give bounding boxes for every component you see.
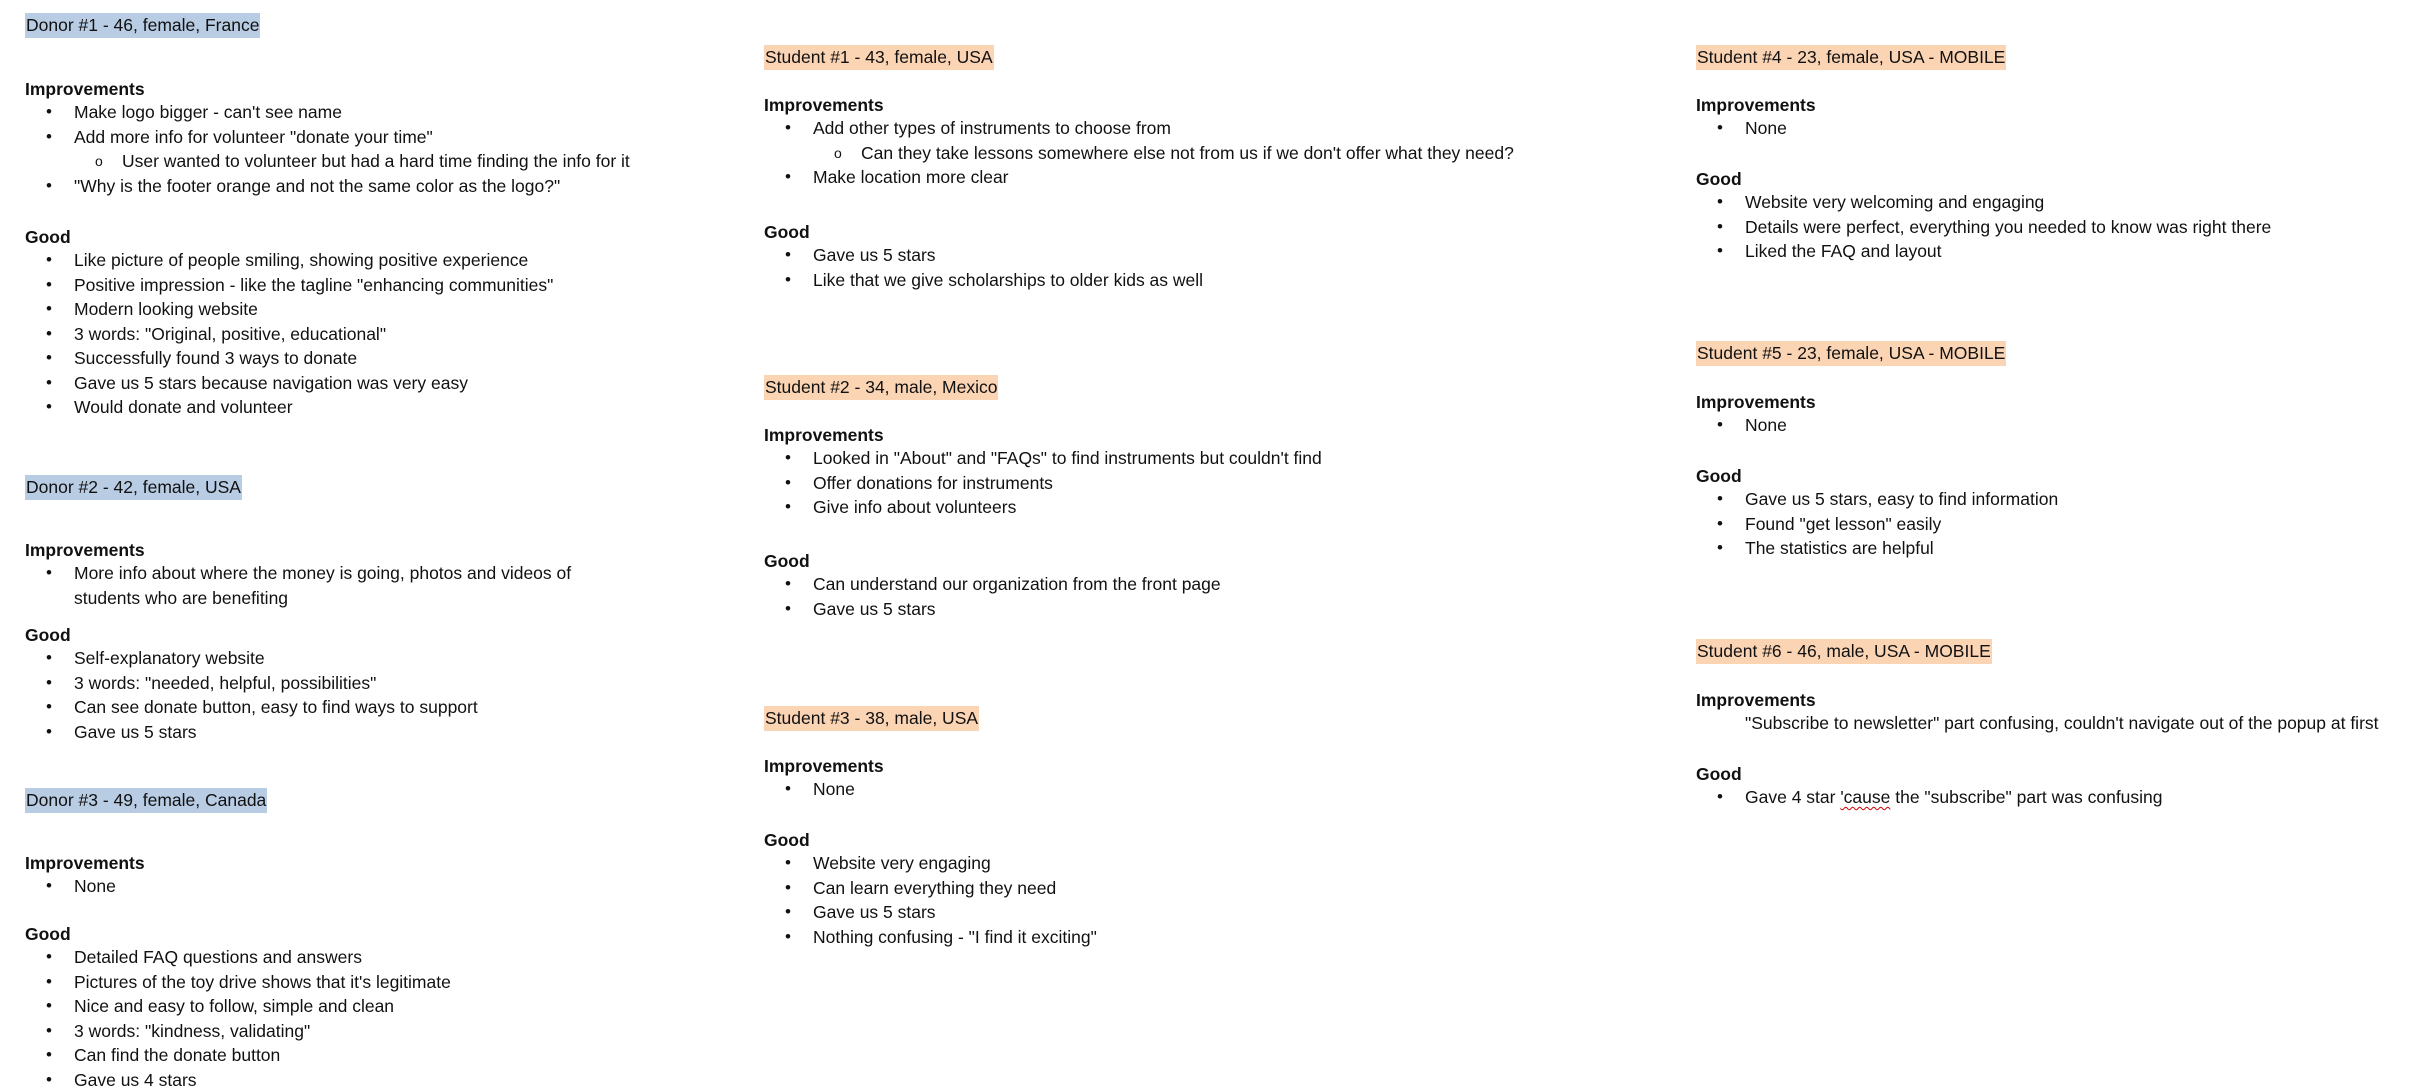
improvements-heading: Improvements xyxy=(25,538,145,562)
list-item xyxy=(764,572,1664,597)
bullet-icon: • xyxy=(1717,190,1723,215)
good-list xyxy=(25,248,765,420)
list-item-text: Website very engaging xyxy=(813,853,991,873)
participant-section xyxy=(25,475,765,500)
improvements-list xyxy=(764,446,1664,520)
list-item-text: Add other types of instruments to choose from xyxy=(813,118,1171,138)
list-item-text: Add more info for volunteer "donate your time" xyxy=(74,127,433,147)
bullet-icon: • xyxy=(46,395,52,420)
improvements-list xyxy=(25,874,765,899)
list-item-text: Gave 4 star xyxy=(1745,787,1840,807)
list-item xyxy=(1696,536,2431,561)
list-item xyxy=(25,1019,765,1044)
bullet-icon: • xyxy=(46,322,52,347)
list-item xyxy=(25,671,765,696)
bullet-icon: • xyxy=(1717,536,1723,561)
list-item xyxy=(764,851,1664,876)
list-item xyxy=(25,371,765,396)
list-item-text: Would donate and volunteer xyxy=(74,397,293,417)
good-heading: Good xyxy=(764,828,810,852)
participant-heading: Donor #3 - 49, female, Canada xyxy=(25,788,267,813)
list-item xyxy=(25,1043,765,1068)
bullet-icon: • xyxy=(46,297,52,322)
bullet-icon: • xyxy=(785,900,791,925)
improvements-list xyxy=(1696,116,2431,141)
list-item xyxy=(25,248,765,273)
bullet-icon: • xyxy=(785,597,791,622)
list-item-text: Gave us 5 stars, easy to find information xyxy=(1745,489,2058,509)
participant-heading: Student #2 - 34, male, Mexico xyxy=(764,375,998,400)
list-item-text: Can they take lessons somewhere else not from us if we don't offer what they need? xyxy=(861,143,1514,163)
bullet-icon: • xyxy=(785,471,791,496)
improvements-list xyxy=(25,561,765,610)
bullet-icon: • xyxy=(46,874,52,899)
list-item xyxy=(25,720,765,745)
list-item xyxy=(1696,512,2431,537)
spellcheck-marked-word[interactable]: 'cause xyxy=(1840,787,1890,807)
good-heading: Good xyxy=(764,549,810,573)
good-heading: Good xyxy=(25,922,71,946)
list-item xyxy=(1696,116,2431,141)
improvements-list xyxy=(1696,711,2431,736)
participant-section xyxy=(1696,639,2431,664)
list-item xyxy=(764,268,1664,293)
list-item xyxy=(764,471,1664,496)
list-item xyxy=(764,243,1664,268)
list-item xyxy=(25,322,765,347)
list-item xyxy=(764,900,1664,925)
good-list xyxy=(25,945,765,1092)
list-item-text: 3 words: "kindness, validating" xyxy=(74,1021,310,1041)
list-item xyxy=(25,174,765,199)
participant-section xyxy=(764,45,1664,70)
sub-list-item xyxy=(764,141,1664,166)
bullet-icon: • xyxy=(46,174,52,199)
participant-section xyxy=(764,706,1664,731)
list-item xyxy=(1696,487,2431,512)
list-item xyxy=(764,495,1664,520)
list-item-text: Gave us 5 stars xyxy=(74,722,197,742)
bullet-icon: • xyxy=(46,1043,52,1068)
list-item xyxy=(764,116,1664,141)
improvements-heading: Improvements xyxy=(25,77,145,101)
list-item-text: None xyxy=(813,779,855,799)
list-item-text: "Subscribe to newsletter" part confusing, couldn't navigate out of the popup at first xyxy=(1745,713,2379,733)
list-item-text: Make logo bigger - can't see name xyxy=(74,102,342,122)
participant-heading: Student #3 - 38, male, USA xyxy=(764,706,979,731)
list-item-text: Details were perfect, everything you needed to know was right there xyxy=(1745,217,2271,237)
list-item xyxy=(25,646,765,671)
list-item-text: Nice and easy to follow, simple and clean xyxy=(74,996,394,1016)
list-item xyxy=(25,297,765,322)
participant-section xyxy=(764,375,1664,400)
list-item xyxy=(764,446,1664,471)
list-item-text: Looked in "About" and "FAQs" to find instruments but couldn't find xyxy=(813,448,1322,468)
list-item xyxy=(25,874,765,899)
list-item-text: Successfully found 3 ways to donate xyxy=(74,348,357,368)
list-item-text: Self-explanatory website xyxy=(74,648,265,668)
improvements-heading: Improvements xyxy=(1696,688,1816,712)
bullet-icon: • xyxy=(785,446,791,471)
bullet-icon: • xyxy=(785,777,791,802)
hollow-bullet-icon: o xyxy=(95,149,103,174)
list-item-text: Can learn everything they need xyxy=(813,878,1056,898)
improvements-list xyxy=(764,116,1664,190)
bullet-icon: • xyxy=(46,1068,52,1092)
list-item-text: Website very welcoming and engaging xyxy=(1745,192,2044,212)
list-item xyxy=(764,777,1664,802)
list-item xyxy=(1696,239,2431,264)
improvements-heading: Improvements xyxy=(25,851,145,875)
list-item xyxy=(1696,190,2431,215)
participant-section xyxy=(25,788,765,813)
bullet-icon: • xyxy=(46,100,52,125)
bullet-icon: • xyxy=(785,851,791,876)
bullet-icon: • xyxy=(46,646,52,671)
list-item xyxy=(25,970,765,995)
list-item-text: None xyxy=(1745,118,1787,138)
list-item xyxy=(25,945,765,970)
list-item-text: Gave us 5 stars because navigation was very easy xyxy=(74,373,468,393)
list-item xyxy=(764,876,1664,901)
participant-heading: Student #5 - 23, female, USA - MOBILE xyxy=(1696,341,2006,366)
list-item-text: Detailed FAQ questions and answers xyxy=(74,947,362,967)
bullet-icon: • xyxy=(785,925,791,950)
bullet-icon: • xyxy=(46,248,52,273)
list-item-text: Positive impression - like the tagline "enhancing communities" xyxy=(74,275,553,295)
list-item xyxy=(764,165,1664,190)
list-item-text: None xyxy=(1745,415,1787,435)
list-item xyxy=(1696,413,2431,438)
list-item xyxy=(764,597,1664,622)
bullet-icon: • xyxy=(785,116,791,141)
hollow-bullet-icon: o xyxy=(834,141,842,166)
list-item xyxy=(25,395,765,420)
list-item xyxy=(25,346,765,371)
bullet-icon: • xyxy=(46,371,52,396)
bullet-icon: • xyxy=(46,945,52,970)
list-item-text: 3 words: "needed, helpful, possibilities" xyxy=(74,673,376,693)
improvements-heading: Improvements xyxy=(1696,390,1816,414)
list-item-text: "Why is the footer orange and not the same color as the logo?" xyxy=(74,176,560,196)
good-heading: Good xyxy=(25,225,71,249)
bullet-icon: • xyxy=(46,994,52,1019)
list-item-text: Gave us 5 stars xyxy=(813,245,936,265)
bullet-icon: • xyxy=(785,243,791,268)
list-item-text: Can find the donate button xyxy=(74,1045,280,1065)
bullet-icon: • xyxy=(46,125,52,150)
list-item-text: 3 words: "Original, positive, educational" xyxy=(74,324,386,344)
list-item-text: Can understand our organization from the front page xyxy=(813,574,1221,594)
list-item xyxy=(1696,711,2431,736)
list-item xyxy=(1696,215,2431,240)
improvements-list xyxy=(1696,413,2431,438)
bullet-icon: • xyxy=(785,495,791,520)
bullet-icon: • xyxy=(1717,512,1723,537)
participant-heading: Student #4 - 23, female, USA - MOBILE xyxy=(1696,45,2006,70)
list-item xyxy=(25,100,765,125)
participant-section xyxy=(1696,45,2431,70)
good-list xyxy=(1696,785,2431,810)
list-item-text: None xyxy=(74,876,116,896)
good-list xyxy=(1696,190,2431,264)
participant-heading: Student #1 - 43, female, USA xyxy=(764,45,994,70)
list-item xyxy=(25,994,765,1019)
list-item-text: Pictures of the toy drive shows that it's legitimate xyxy=(74,972,451,992)
good-heading: Good xyxy=(1696,167,1742,191)
list-item-text: Gave us 5 stars xyxy=(813,902,936,922)
participant-section xyxy=(25,13,765,38)
bullet-icon: • xyxy=(46,273,52,298)
good-list xyxy=(25,646,765,744)
bullet-icon: • xyxy=(785,876,791,901)
improvements-list xyxy=(25,100,765,198)
good-list xyxy=(764,572,1664,621)
good-list xyxy=(764,243,1664,292)
list-item-text: Liked the FAQ and layout xyxy=(1745,241,1942,261)
bullet-icon: • xyxy=(1717,785,1723,810)
list-item xyxy=(25,695,765,720)
good-heading: Good xyxy=(1696,762,1742,786)
list-item-text: Found "get lesson" easily xyxy=(1745,514,1941,534)
bullet-icon: • xyxy=(46,1019,52,1044)
list-item xyxy=(25,1068,765,1092)
bullet-icon: • xyxy=(46,970,52,995)
list-item xyxy=(764,925,1664,950)
list-item-text: the "subscribe" part was confusing xyxy=(1890,787,2162,807)
list-item-text: Can see donate button, easy to find ways to support xyxy=(74,697,478,717)
list-item-text: Give info about volunteers xyxy=(813,497,1016,517)
improvements-heading: Improvements xyxy=(764,754,884,778)
sub-list-item xyxy=(25,149,765,174)
list-item-text: Like that we give scholarships to older kids as well xyxy=(813,270,1203,290)
bullet-icon: • xyxy=(46,671,52,696)
list-item xyxy=(25,125,765,150)
list-item-text: Gave us 4 stars xyxy=(74,1070,197,1090)
improvements-heading: Improvements xyxy=(764,423,884,447)
list-item xyxy=(25,561,634,610)
bullet-icon: • xyxy=(1717,116,1723,141)
list-item xyxy=(25,273,765,298)
good-heading: Good xyxy=(1696,464,1742,488)
participant-heading: Donor #2 - 42, female, USA xyxy=(25,475,242,500)
list-item-text: Offer donations for instruments xyxy=(813,473,1053,493)
bullet-icon: • xyxy=(1717,487,1723,512)
participant-heading: Student #6 - 46, male, USA - MOBILE xyxy=(1696,639,1992,664)
list-item-text: Like picture of people smiling, showing positive experience xyxy=(74,250,528,270)
list-item-text: Modern looking website xyxy=(74,299,258,319)
bullet-icon: • xyxy=(785,165,791,190)
list-item xyxy=(1696,785,2431,810)
improvements-list xyxy=(764,777,1664,802)
bullet-icon: • xyxy=(1717,413,1723,438)
bullet-icon: • xyxy=(46,346,52,371)
bullet-icon: • xyxy=(46,561,52,586)
bullet-icon: • xyxy=(1717,215,1723,240)
improvements-heading: Improvements xyxy=(764,93,884,117)
list-item-text: The statistics are helpful xyxy=(1745,538,1934,558)
list-item-text: User wanted to volunteer but had a hard time finding the info for it xyxy=(122,151,630,171)
list-item-text: Gave us 5 stars xyxy=(813,599,936,619)
list-item-text: Nothing confusing - "I find it exciting" xyxy=(813,927,1097,947)
bullet-icon: • xyxy=(46,695,52,720)
bullet-icon: • xyxy=(46,720,52,745)
bullet-icon: • xyxy=(785,268,791,293)
list-item-text: More info about where the money is going, photos and videos of students who are benefiting xyxy=(74,563,571,608)
participant-heading: Donor #1 - 46, female, France xyxy=(25,13,260,38)
bullet-icon: • xyxy=(785,572,791,597)
list-item-text: Make location more clear xyxy=(813,167,1009,187)
bullet-icon: • xyxy=(1717,239,1723,264)
improvements-heading: Improvements xyxy=(1696,93,1816,117)
good-list xyxy=(764,851,1664,949)
good-heading: Good xyxy=(25,623,71,647)
good-list xyxy=(1696,487,2431,561)
good-heading: Good xyxy=(764,220,810,244)
participant-section xyxy=(1696,341,2431,366)
